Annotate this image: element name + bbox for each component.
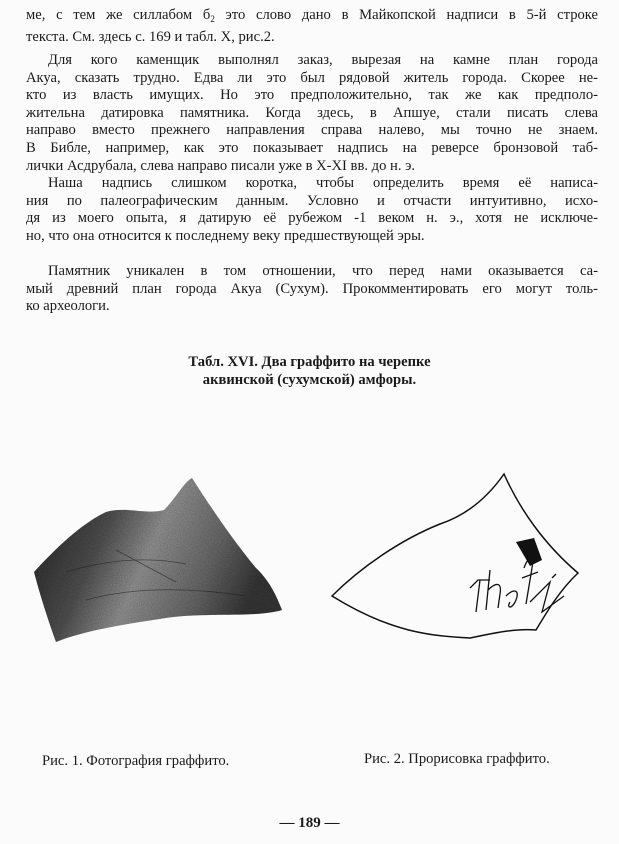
dark-patch — [516, 538, 542, 566]
text-line: Акуа, сказать трудно. Едва ли это был рядовой житель города. Скорее не- — [26, 69, 598, 86]
text-line: жительна датировка памятника. Когда здесь, в Апшуе, стали писать слева — [26, 104, 598, 121]
text-line: Наша надпись слишком коротка, чтобы определить время её написа- — [48, 175, 598, 191]
sherd-drawing — [320, 470, 600, 670]
figure-2-caption: Рис. 2. Прорисовка граффито. — [364, 751, 550, 767]
figure-1-caption: Рис. 1. Фотография граффито. — [42, 753, 230, 769]
table-caption-line-2: аквинской (сухумской) амфоры. — [202, 372, 417, 388]
text-line: В Библе, например, как это показывает надпись на реверсе бронзовой таб- — [26, 139, 598, 156]
text-line: Памятник уникален в том отношении, что перед нами оказывается са- — [48, 263, 598, 279]
page-number: — 189 — — [279, 815, 340, 831]
text-line: направо вместо прежнего направления справа налево, мы точно не знаем. — [26, 122, 598, 139]
paragraph-3 — [26, 175, 598, 245]
text-line: кто из власть имущих. Но это предположительно, так же как предполо- — [26, 87, 598, 104]
text-line: ме, с тем же силлабом $б_2$ это слово дано в Майкопской надписи в 5-й строке — [26, 7, 598, 24]
text-line: лички Асдрубала, слева направо писали уже в X-XI вв. до н. э. — [26, 157, 416, 174]
table-caption — [0, 353, 619, 389]
paragraph-1 — [26, 7, 598, 46]
text-line: ко археологи. — [26, 298, 110, 315]
table-caption-line-1: Табл. XVI. Два граффито на черепке — [188, 354, 431, 370]
paragraph-2 — [26, 52, 598, 175]
text-line: ния по палеографическим данным. Условно и отчасти интуитивно, исхо- — [26, 192, 598, 209]
text-line: но, что она относится к последнему веку предшествующей эры. — [26, 227, 425, 244]
graffito-marks — [470, 559, 564, 612]
text-line: Для кого каменщик выполнял заказ, вырезая на камне план города — [48, 52, 598, 68]
text-line: текста. См. здесь с. 169 и табл. X, рис.2. — [26, 28, 275, 45]
text-line: дя из моего опыта, я датирую её рубежом -1 веком н. э., хотя не исключе- — [26, 210, 598, 227]
text-line: мый древний план города Акуа (Сухум). Прокомментировать его могут толь- — [26, 280, 598, 297]
sherd-photograph — [26, 460, 296, 660]
paragraph-4 — [26, 263, 598, 316]
